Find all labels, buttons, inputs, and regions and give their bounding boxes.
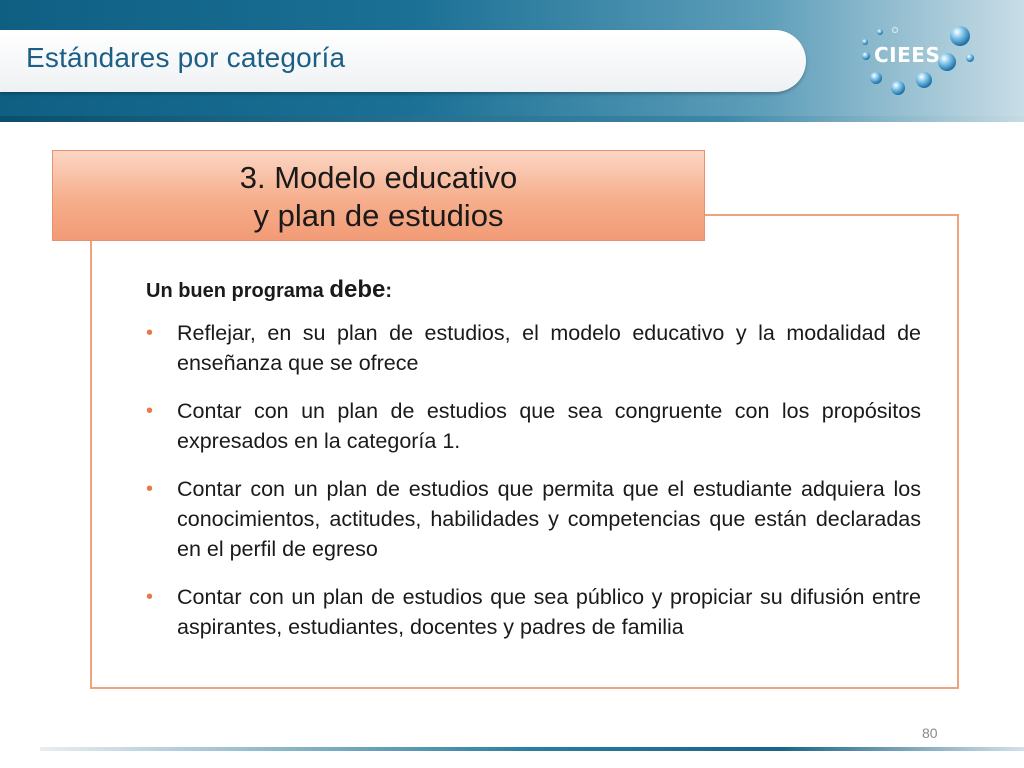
logo-bubble — [870, 72, 882, 84]
bullet-list — [146, 318, 921, 642]
bullet-icon: • — [146, 478, 154, 500]
list-item-text: Reflejar, en su plan de estudios, el modelo educativo y la modalidad de enseñanza que se ofrece — [177, 321, 921, 375]
logo-bubble — [966, 54, 974, 62]
list-item — [146, 474, 921, 564]
intro-text — [146, 276, 921, 304]
bullet-icon: • — [146, 322, 154, 344]
logo-bubble — [938, 53, 956, 71]
list-item — [146, 396, 921, 456]
logo-bubble — [891, 81, 905, 95]
logo-bubble — [877, 29, 883, 35]
logo-bubble — [862, 39, 868, 45]
bullet-icon: • — [146, 400, 154, 422]
section-title-line-2: y plan de estudios — [253, 198, 504, 233]
logo-text: CIEES — [874, 43, 941, 67]
intro-end: : — [385, 280, 393, 302]
logo-bubble — [950, 26, 970, 46]
bullet-icon: • — [146, 586, 154, 608]
list-item-text: Contar con un plan de estudios que sea público y propiciar su difusión entre aspirantes, estudiantes, docentes y padres de familia — [177, 585, 921, 639]
content-body — [146, 276, 921, 660]
logo-bubble — [862, 52, 870, 60]
section-title-box — [52, 150, 705, 241]
page-number: 80 — [922, 725, 938, 741]
intro-start: Un buen programa — [146, 280, 330, 302]
section-title-line-1: 3. Modelo educativo — [239, 160, 518, 195]
list-item — [146, 582, 921, 642]
list-item-text: Contar con un plan de estudios que permita que el estudiante adquiera los conocimientos, actitudes, habilidades y competencias que están declaradas en el perfil de egreso — [177, 477, 921, 561]
footer-divider — [40, 747, 1024, 751]
logo-bubble — [916, 72, 932, 88]
intro-emphasis: debe — [329, 276, 386, 303]
list-item — [146, 318, 921, 378]
logo-bubble — [893, 28, 898, 33]
slide-title: Estándares por categoría — [26, 42, 346, 73]
list-item-text: Contar con un plan de estudios que sea congruente con los propósitos expresados en la categoría 1. — [177, 399, 921, 453]
